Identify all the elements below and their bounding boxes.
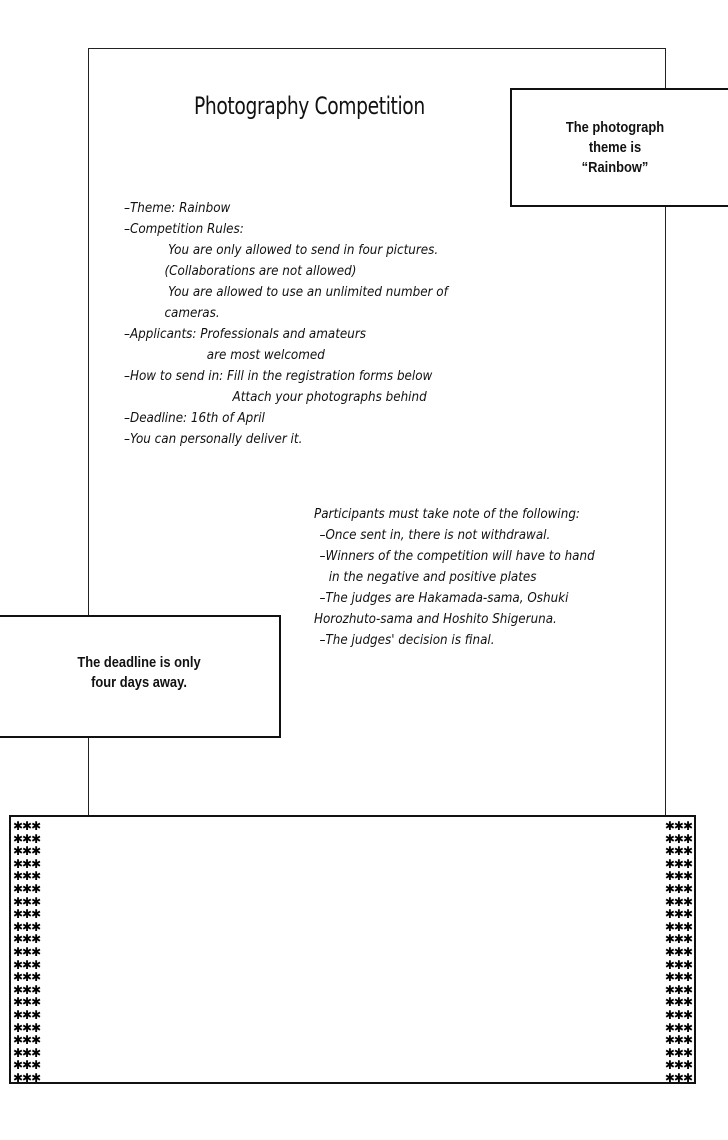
poster-line-rules-heading: –Competition Rules: xyxy=(124,222,244,237)
poster-line-delivery: –You can personally deliver it. xyxy=(124,432,303,447)
poster-notes xyxy=(314,504,595,651)
notes-line-judges: –The judges are Hakamada-sama, Oshuki xyxy=(319,591,569,606)
caption-box-theme xyxy=(510,88,728,207)
poster-line-how-to-send: –How to send in: Fill in the registration forms below xyxy=(124,369,433,384)
poster-line-deadline: –Deadline: 16th of April xyxy=(124,411,265,426)
notes-line-withdrawal: –Once sent in, there is not withdrawal. xyxy=(319,528,551,543)
poster-line-rule-1-note: (Collaborations are not allowed) xyxy=(164,264,357,279)
poster-line-applicants: –Applicants: Professionals and amateurs xyxy=(124,327,367,342)
notes-heading: Participants must take note of the following: xyxy=(314,507,580,522)
poster-rules xyxy=(124,198,448,450)
poster-line-applicants-cont: are most welcomed xyxy=(206,348,325,363)
bottom-panel xyxy=(9,815,696,1084)
poster-line-theme: –Theme: Rainbow xyxy=(124,201,231,216)
star-pattern-left: ✱✱✱ ✱✱✱ ✱✱✱ ✱✱✱ ✱✱✱ ✱✱✱ ✱✱✱ ✱✱✱ ✱✱✱ ✱✱✱ ✱✱✱ ✱✱✱ ✱✱✱ ✱✱✱ ✱✱✱ ✱✱✱ ✱✱✱ ✱✱✱ ✱✱✱ ✱✱✱ ✱✱✱ xyxy=(13,819,41,1084)
notes-line-winners: –Winners of the competition will have to hand xyxy=(319,549,595,564)
poster-line-rule-2-cont: cameras. xyxy=(164,306,220,321)
poster-line-how-to-send-cont: Attach your photographs behind xyxy=(232,390,427,405)
poster-line-rule-2: You are allowed to use an unlimited number of xyxy=(168,285,448,300)
caption-text-deadline: The deadline is only four days away. xyxy=(76,653,201,691)
notes-line-winners-cont: in the negative and positive plates xyxy=(328,570,537,585)
caption-text-theme: The photograph theme is “Rainbow” xyxy=(565,118,665,176)
caption-box-deadline xyxy=(0,615,281,738)
poster-line-rule-1: You are only allowed to send in four pictures. xyxy=(168,243,439,258)
notes-line-judges-cont: Horozhuto-sama and Hoshito Shigeruna. xyxy=(314,612,557,627)
poster-title: Photography Competition xyxy=(194,92,425,120)
star-pattern-right: ✱✱✱ ✱✱✱ ✱✱✱ ✱✱✱ ✱✱✱ ✱✱✱ ✱✱✱ ✱✱✱ ✱✱✱ ✱✱✱ ✱✱✱ ✱✱✱ ✱✱✱ ✱✱✱ ✱✱✱ ✱✱✱ ✱✱✱ ✱✱✱ ✱✱✱ ✱✱✱ ✱✱✱ xyxy=(664,819,692,1084)
notes-line-decision: –The judges' decision is final. xyxy=(319,633,495,648)
